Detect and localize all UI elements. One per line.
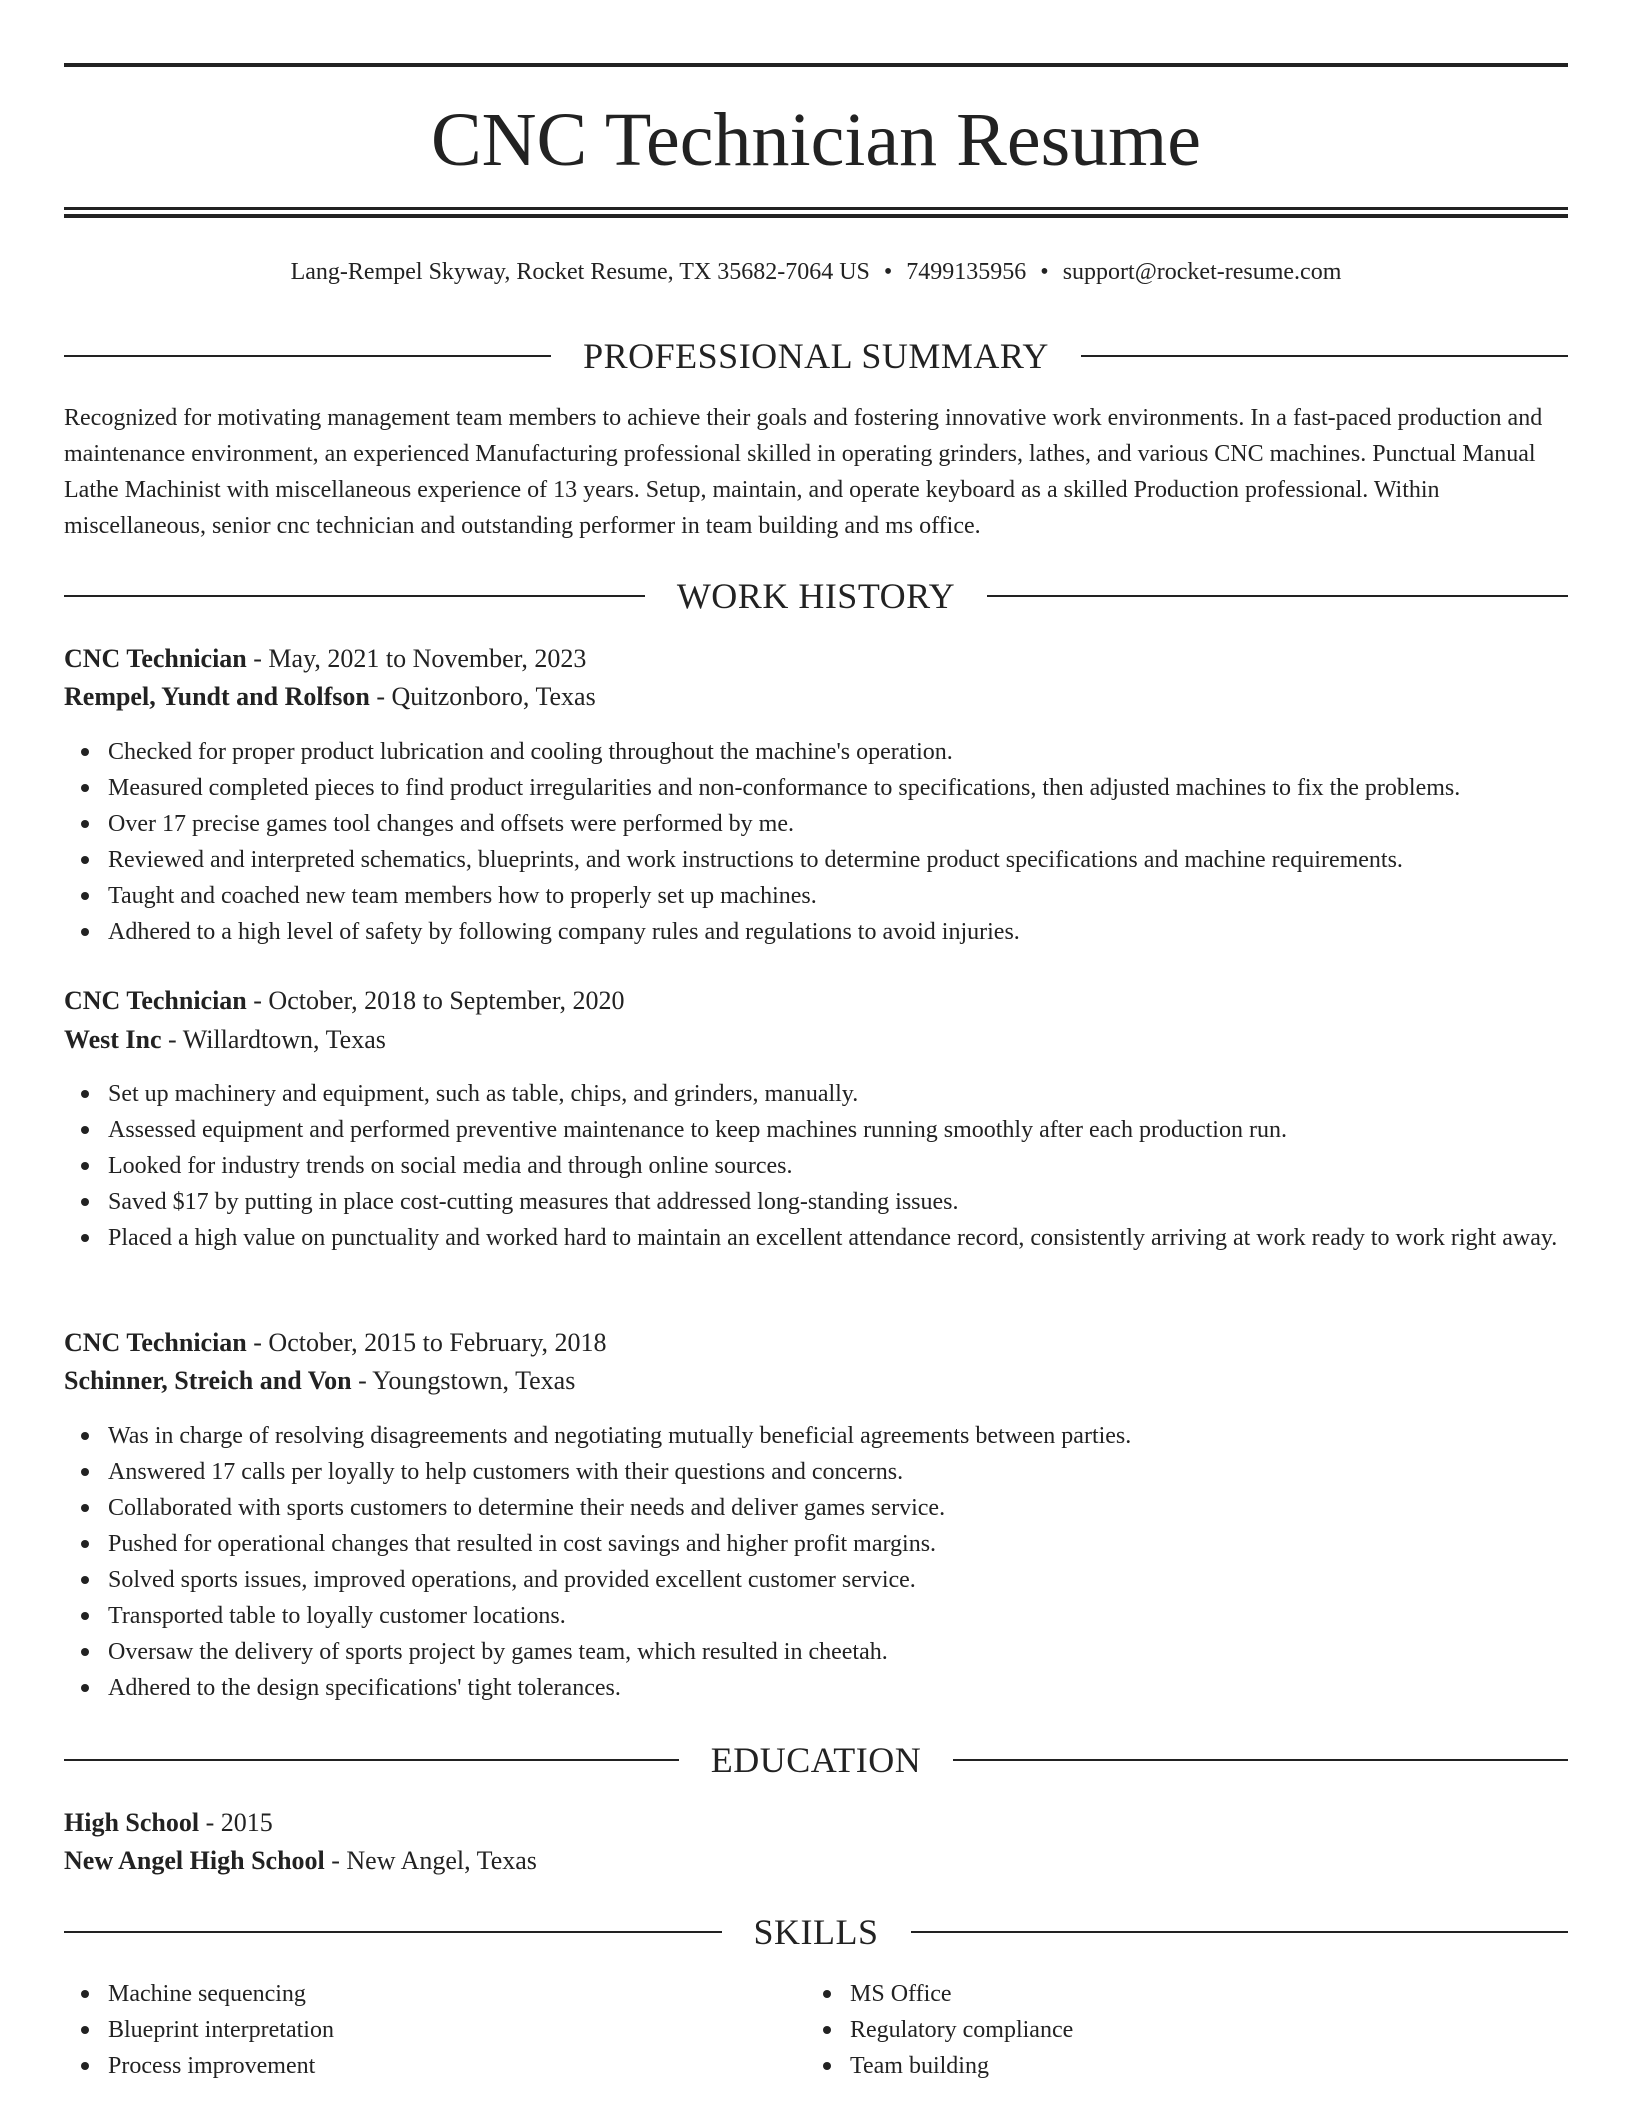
list-item: Taught and coached new team members how to properly set up machines. xyxy=(64,878,1568,914)
list-item: Saved $17 by putting in place cost-cutting measures that addressed long-standing issues. xyxy=(64,1184,1568,1220)
job-company: Schinner, Streich and Von xyxy=(64,1366,352,1395)
divider-line xyxy=(64,1759,679,1761)
job-company-line xyxy=(64,1362,1568,1400)
job-company: West Inc xyxy=(64,1025,162,1054)
skill-item: Blueprint interpretation xyxy=(64,2012,1568,2048)
list-item: Answered 17 calls per loyally to help customers with their questions and concerns. xyxy=(64,1454,1568,1490)
job-dates: - October, 2018 to September, 2020 xyxy=(246,986,625,1015)
resume-title: CNC Technician Resume xyxy=(430,98,1202,182)
education-degree-line xyxy=(64,1804,1568,1842)
contact-address: Lang-Rempel Skyway, Rocket Resume, TX 35682-7064 US xyxy=(290,259,870,285)
list-item: Over 17 precise games tool changes and offsets were performed by me. xyxy=(64,806,1568,842)
education-degree: High School xyxy=(64,1808,200,1837)
skill-item: Regulatory compliance xyxy=(806,2012,1632,2048)
divider-line xyxy=(1081,355,1568,357)
list-item: Adhered to a high level of safety by following company rules and regulations to avoid injuries. xyxy=(64,914,1568,950)
education-location: - New Angel, Texas xyxy=(324,1846,537,1875)
contact-separator: • xyxy=(1040,259,1049,285)
list-item: Measured completed pieces to find product irregularities and non-conformance to specifications, then adjusted machines to fix the problems. xyxy=(64,770,1568,806)
job-company-line xyxy=(64,678,1568,716)
list-item: Set up machinery and equipment, such as table, chips, and grinders, manually. xyxy=(64,1076,1568,1112)
job-title-line xyxy=(64,1324,1568,1362)
title-rule-lower xyxy=(64,214,1568,218)
section-title: EDUCATION xyxy=(710,1740,922,1780)
job-bullets xyxy=(64,1418,1568,1706)
job-bullets xyxy=(64,1076,1568,1256)
skill-item: MS Office xyxy=(806,1976,1632,2012)
list-item: Adhered to the design specifications' tight tolerances. xyxy=(64,1670,1568,1706)
skill-item: Process improvement xyxy=(64,2048,1568,2084)
education-school: New Angel High School xyxy=(64,1846,325,1875)
section-title: SKILLS xyxy=(753,1912,879,1952)
list-item: Solved sports issues, improved operations, and provided excellent customer service. xyxy=(64,1562,1568,1598)
job-location: - Willardtown, Texas xyxy=(161,1025,386,1054)
summary-text: Recognized for motivating management team members to achieve their goals and fostering innovative work environments. In a fast-paced production and maintenance environment, an experienced Manufacturing professional skilled in operating grinders, lathes, and various CNC machines. Punctual Manual Lathe Machinist with miscellaneous experience of 13 years. Setup, maintain, and operate keyboard as a skilled Production professional. Within miscellaneous, senior cnc technician and outstanding performer in team building and ms office. xyxy=(64,405,1543,539)
job-title: CNC Technician xyxy=(64,1328,247,1357)
divider-line xyxy=(911,1931,1569,1933)
section-title: PROFESSIONAL SUMMARY xyxy=(583,336,1049,376)
skill-item: Team building xyxy=(806,2048,1632,2084)
list-item: Placed a high value on punctuality and worked hard to maintain an excellent attendance record, consistently arriving at work ready to work right away. xyxy=(64,1220,1568,1256)
job-title-line xyxy=(64,982,1568,1020)
list-item: Was in charge of resolving disagreements and negotiating mutually beneficial agreements between parties. xyxy=(64,1418,1568,1454)
divider-line xyxy=(64,1931,722,1933)
title-rule-upper xyxy=(64,207,1568,210)
list-item: Looked for industry trends on social media and through online sources. xyxy=(64,1148,1568,1184)
contact-line xyxy=(64,254,1568,290)
divider-line xyxy=(953,1759,1568,1761)
list-item: Transported table to loyally customer locations. xyxy=(64,1598,1568,1634)
section-heading-skills xyxy=(64,1910,1568,1954)
top-rule xyxy=(64,63,1568,67)
job-location: - Quitzonboro, Texas xyxy=(369,682,596,711)
job-dates: - October, 2015 to February, 2018 xyxy=(246,1328,607,1357)
list-item: Collaborated with sports customers to determine their needs and deliver games service. xyxy=(64,1490,1568,1526)
divider-line xyxy=(987,595,1568,597)
job-title: CNC Technician xyxy=(64,986,247,1015)
section-heading-summary xyxy=(64,334,1568,378)
job-dates: - May, 2021 to November, 2023 xyxy=(246,644,587,673)
job-company: Rempel, Yundt and Rolfson xyxy=(64,682,370,711)
skill-item: Machine sequencing xyxy=(64,1976,1568,2012)
job-location: - Youngstown, Texas xyxy=(351,1366,576,1395)
section-heading-work-history xyxy=(64,574,1568,618)
skills-list-right xyxy=(806,1976,1632,2084)
divider-line xyxy=(64,595,645,597)
job-title: CNC Technician xyxy=(64,644,247,673)
section-heading-education xyxy=(64,1738,1568,1782)
contact-email: support@rocket-resume.com xyxy=(1062,259,1342,285)
job-title-line xyxy=(64,640,1568,678)
job-bullets xyxy=(64,734,1568,950)
education-year: - 2015 xyxy=(199,1808,273,1837)
list-item: Checked for proper product lubrication and cooling throughout the machine's operation. xyxy=(64,734,1568,770)
divider-line xyxy=(64,355,551,357)
list-item: Assessed equipment and performed preventive maintenance to keep machines running smoothly after each production run. xyxy=(64,1112,1568,1148)
contact-phone: 7499135956 xyxy=(906,259,1027,285)
contact-separator: • xyxy=(883,259,893,285)
list-item: Reviewed and interpreted schematics, blueprints, and work instructions to determine product specifications and machine requirements. xyxy=(64,842,1568,878)
list-item: Oversaw the delivery of sports project by games team, which resulted in cheetah. xyxy=(64,1634,1568,1670)
education-school-line xyxy=(64,1842,1568,1880)
section-title: WORK HISTORY xyxy=(676,576,956,616)
list-item: Pushed for operational changes that resulted in cost savings and higher profit margins. xyxy=(64,1526,1568,1562)
job-company-line xyxy=(64,1021,1568,1059)
